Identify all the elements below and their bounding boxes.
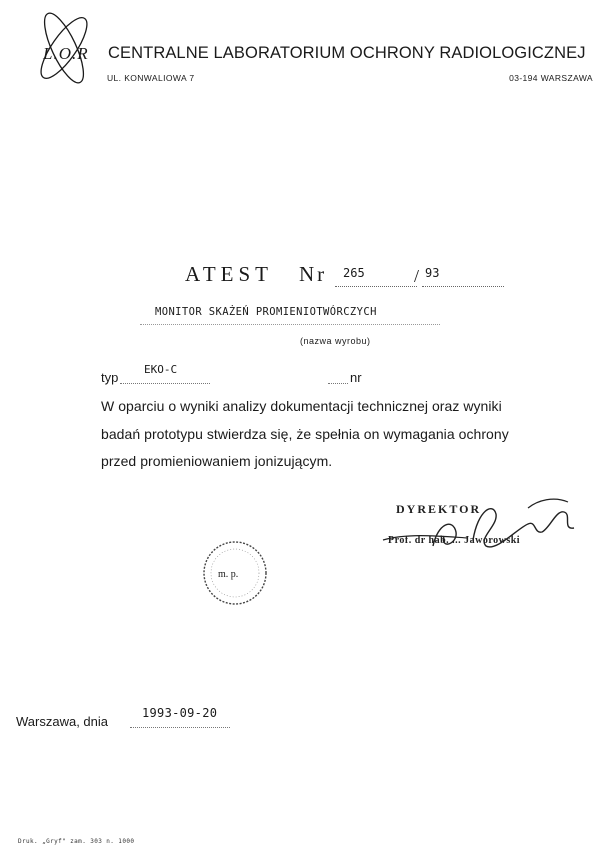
product-name: MONITOR SKAŻEŃ PROMIENIOTWÓRCZYCH xyxy=(155,306,377,318)
date-line xyxy=(130,727,230,728)
number-line xyxy=(335,286,417,287)
year-line xyxy=(422,286,504,287)
organization-name: CENTRALNE LABORATORIUM OCHRONY RADIOLOGICZNEJ xyxy=(108,44,586,62)
official-stamp xyxy=(200,538,270,608)
signature-name: Prof. dr hab. ... Jaworowski xyxy=(388,535,521,546)
body-line-3: przed promieniowaniem jonizującym. xyxy=(101,453,333,469)
certificate-body xyxy=(101,393,597,476)
type-label: typ xyxy=(101,370,119,385)
product-caption: (nazwa wyrobu) xyxy=(300,336,371,346)
printer-footer: Druk. „Gryf" zam. 303 n. 1000 xyxy=(18,838,135,845)
certificate-number: 265 xyxy=(343,266,365,280)
signature-block xyxy=(378,488,588,568)
handwritten-signature-icon xyxy=(378,488,588,568)
signature-title: DYREKTOR xyxy=(396,502,482,516)
number-separator: / xyxy=(414,266,420,286)
certificate-title xyxy=(185,262,505,292)
serial-label: nr xyxy=(350,370,362,385)
serial-line xyxy=(328,383,348,384)
title-word: ATEST xyxy=(185,262,273,286)
type-line xyxy=(120,383,210,384)
product-line xyxy=(140,324,440,325)
type-value: EKO-C xyxy=(144,363,178,376)
title-nr-label: Nr xyxy=(299,262,328,286)
certificate-year: 93 xyxy=(425,266,440,280)
city-address: 03-194 WARSZAWA xyxy=(509,73,593,83)
body-line-2: badań prototypu stwierdza się, że spełnia on wymagania ochrony xyxy=(101,425,509,442)
logo-text: L.O.R xyxy=(43,44,89,63)
body-line-1: W oparciu o wyniki analizy dokumentacji technicznej oraz wyniki xyxy=(101,398,502,414)
date-label: Warszawa, dnia xyxy=(16,714,108,729)
stamp-label: m. p. xyxy=(218,569,239,580)
date-value: 1993-09-20 xyxy=(142,706,218,720)
street-address: UL. KONWALIOWA 7 xyxy=(107,73,195,83)
